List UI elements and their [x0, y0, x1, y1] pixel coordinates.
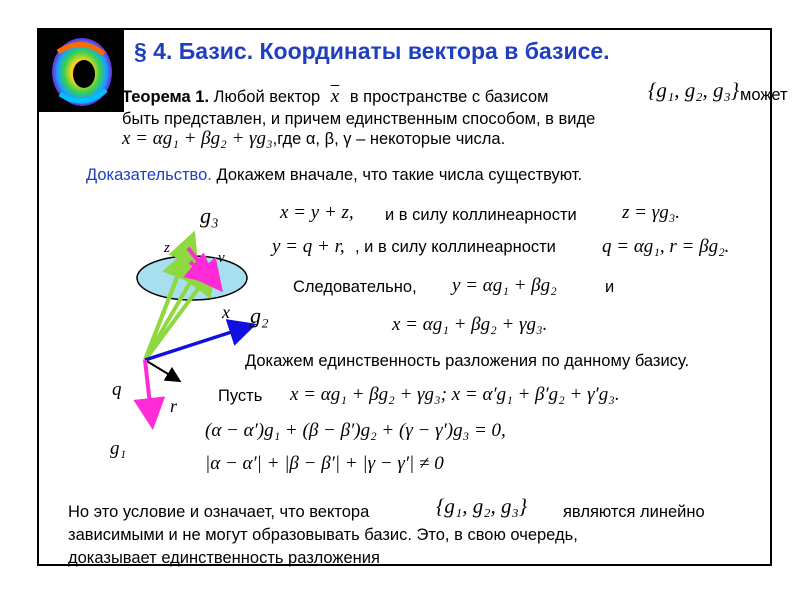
- theorem-line-1: [122, 86, 549, 108]
- step2-formula: y = q + r,: [272, 236, 345, 257]
- let-word: Пусть: [218, 387, 263, 405]
- final-formula: x = αg₁ + βg₂ + γg₃.: [392, 314, 548, 335]
- conclusion-part2: являются линейно: [563, 503, 705, 521]
- label-r: r: [170, 396, 178, 416]
- conclusion-set: {g₁, g₂, g₃}: [436, 494, 528, 518]
- proof-text: Докажем вначале, что такие числа существуют.: [216, 166, 583, 184]
- diff-formula: (α − α′)g₁ + (β − β′)g₂ + (γ − γ′)g₃ = 0,: [205, 420, 506, 441]
- let-formula: x = αg₁ + βg₂ + γg₃; x = α′g₁ + β′g₂ + γ′g₃.: [290, 384, 620, 405]
- step3-and: и: [605, 278, 615, 296]
- theorem-text-b: в пространстве с базисом: [349, 88, 549, 106]
- theorem-text-a: Любой вектор: [213, 88, 321, 106]
- vector-r-arrow: [145, 360, 178, 380]
- theorem-line-3: [122, 128, 505, 150]
- label-q: q: [112, 379, 122, 400]
- label-x: x: [222, 302, 230, 322]
- step1-text: и в силу коллинеарности: [385, 206, 577, 224]
- step2-result: q = αg₁, r = βg₂.: [602, 236, 730, 257]
- step3-text: Следовательно,: [293, 278, 417, 296]
- step2-text: , и в силу коллинеарности: [355, 238, 556, 256]
- proof-label: Доказательство.: [86, 166, 212, 184]
- basis-set: {g₁, g₂, g₃}: [648, 78, 740, 102]
- label-g3: g₃: [200, 203, 219, 228]
- theorem-label: Теорема 1.: [122, 88, 210, 106]
- label-g1: g₁: [110, 438, 127, 459]
- slide-title: § 4. Базис. Координаты вектора в базисе.: [134, 38, 610, 64]
- theorem-text-c: может: [740, 86, 788, 104]
- step1-formula: x = y + z,: [280, 202, 354, 223]
- torus-logo: [38, 30, 124, 112]
- conclusion-line2: зависимыми и не могут образовывать базис. Это, в свою очередь,: [68, 526, 578, 544]
- vector-x: $\overline{x}$: [330, 86, 340, 107]
- uniqueness-text: Докажем единственность разложения по данному базису.: [245, 352, 690, 370]
- theorem-tail: ,где α, β, γ – некоторые числа.: [272, 130, 506, 148]
- step1-result: z = γg₃.: [622, 202, 681, 223]
- abs-formula: |α − α′| + |β − β′| + |γ − γ′| ≠ 0: [205, 453, 444, 474]
- conclusion-part1: Но это условие и означает, что вектора: [68, 503, 370, 521]
- axis-g1-arrow: [145, 360, 152, 422]
- label-v: v: [218, 250, 225, 266]
- proof-line: [86, 166, 582, 185]
- theorem-line-2: быть представлен, и причем единственным способом, в виде: [122, 110, 596, 128]
- conclusion-line3: доказывает единственность разложения: [68, 549, 380, 567]
- step3-formula: y = αg₁ + βg₂: [452, 275, 557, 296]
- label-z: z: [164, 240, 170, 256]
- theorem-formula: x = αg₁ + βg₂ + γg₃: [122, 128, 273, 149]
- label-g2: g₂: [250, 303, 269, 328]
